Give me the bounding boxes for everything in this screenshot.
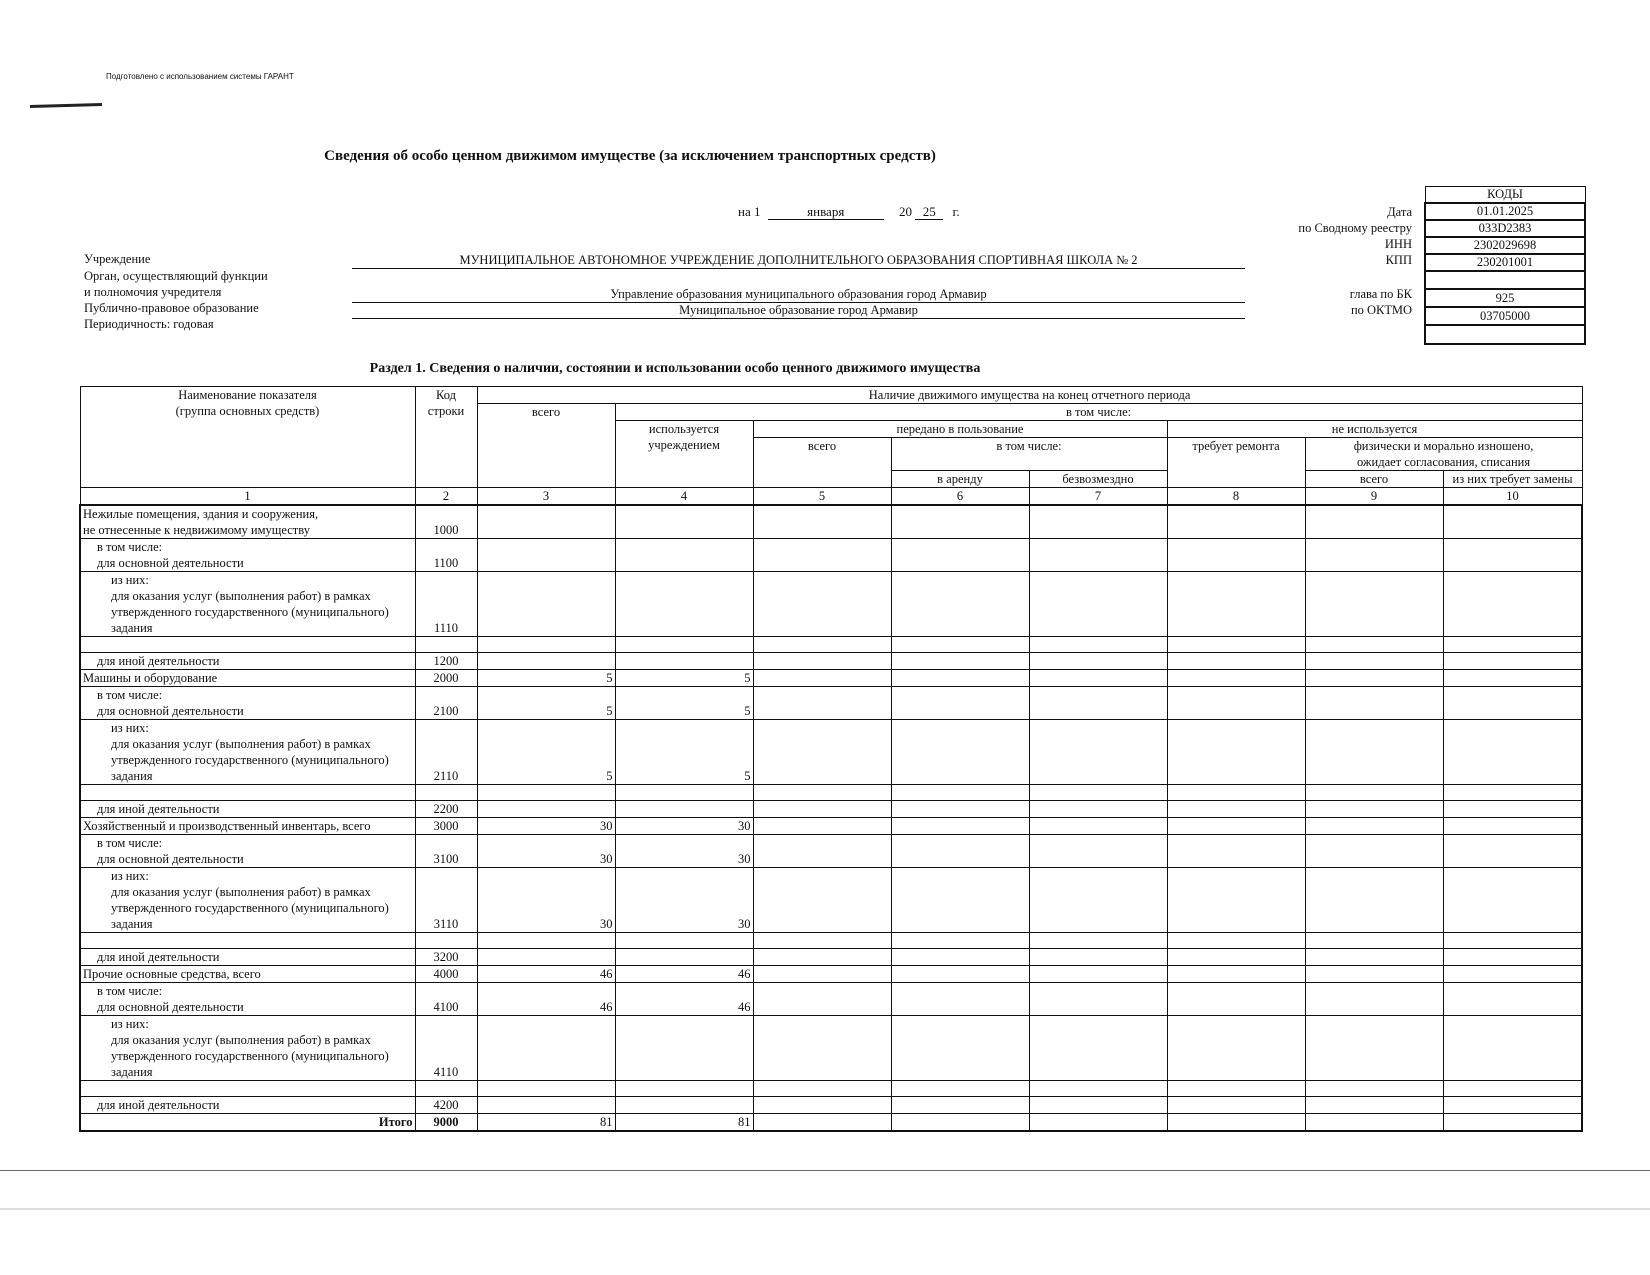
- table-row: [80, 983, 1582, 1016]
- row-empty-cell: [1029, 983, 1167, 1016]
- organ-label-1: Орган, осуществляющий функции: [84, 269, 268, 283]
- row-used: [615, 653, 753, 670]
- organ-value: Управление образования муниципального образования город Армавир: [352, 286, 1245, 303]
- total-code: 9000: [415, 1114, 477, 1132]
- row-empty-cell: [891, 572, 1029, 637]
- col-num: 3: [477, 488, 615, 506]
- row-empty-cell: [1029, 1081, 1167, 1097]
- row-total: 30: [477, 868, 615, 933]
- ppo-value: Муниципальное образование город Армавир: [352, 302, 1245, 319]
- row-name: Нежилые помещения, здания и сооружения, не отнесенные к недвижимому имуществу: [80, 505, 415, 539]
- row-empty-cell: [1305, 818, 1443, 835]
- row-empty-cell: [1167, 1016, 1305, 1081]
- uchr-label: Учреждение: [84, 252, 151, 266]
- row-empty-cell: [1029, 949, 1167, 966]
- row-empty-cell: [1305, 670, 1443, 687]
- row-empty-cell: [1029, 835, 1167, 868]
- row-empty-cell: [1305, 949, 1443, 966]
- row-empty-cell: [1305, 653, 1443, 670]
- row-empty-cell: [1305, 966, 1443, 983]
- row-code: [415, 1081, 477, 1097]
- row-empty-cell: [1443, 670, 1582, 687]
- row-empty-cell: [1443, 801, 1582, 818]
- ppo-label: Публично-правовое образование: [84, 301, 259, 315]
- row-empty-cell: [1167, 539, 1305, 572]
- row-empty-cell: [1305, 1016, 1443, 1081]
- code-kpp: 230201001: [1425, 254, 1585, 271]
- code-registry: 033D2383: [1425, 220, 1585, 237]
- row-total: [477, 653, 615, 670]
- col-num: 8: [1167, 488, 1305, 506]
- row-empty-cell: [1305, 687, 1443, 720]
- row-name: из них: для оказания услуг (выполнения работ) в рамках утвержденного государственного (муниципального) задания: [80, 720, 415, 785]
- row-empty-cell: [1305, 720, 1443, 785]
- row-empty-cell: [1167, 505, 1305, 539]
- row-used: 5: [615, 670, 753, 687]
- total-used: 81: [615, 1114, 753, 1132]
- table-row: [80, 1097, 1582, 1114]
- row-empty-cell: [891, 818, 1029, 835]
- row-total: [477, 1097, 615, 1114]
- row-empty-cell: [753, 785, 891, 801]
- table-row: [80, 949, 1582, 966]
- row-empty-cell: [1305, 637, 1443, 653]
- col-num: 6: [891, 488, 1029, 506]
- row-total: [477, 505, 615, 539]
- row-used: 5: [615, 687, 753, 720]
- row-name: из них: для оказания услуг (выполнения работ) в рамках утвержденного государственного (муниципального) задания: [80, 572, 415, 637]
- head-name: Наименование показателя (группа основных средств): [80, 387, 415, 488]
- head-transferred-incl: в том числе:: [891, 438, 1167, 471]
- total-empty-cell: [891, 1114, 1029, 1132]
- code-empty-2: [1425, 325, 1585, 344]
- section-title: Раздел 1. Сведения о наличии, состоянии и использовании особо ценного движимого имущества: [369, 361, 981, 376]
- row-code: 4110: [415, 1016, 477, 1081]
- row-empty-cell: [1443, 687, 1582, 720]
- row-code: 1100: [415, 539, 477, 572]
- table-row: [80, 505, 1582, 539]
- row-code: 2110: [415, 720, 477, 785]
- row-name: Машины и оборудование: [80, 670, 415, 687]
- row-code: [415, 637, 477, 653]
- row-total: 5: [477, 687, 615, 720]
- table-body: [80, 505, 1582, 1131]
- row-code: 3200: [415, 949, 477, 966]
- code-inn: 2302029698: [1425, 237, 1585, 254]
- head-numbers-row: [80, 488, 1582, 506]
- row-empty-cell: [1029, 801, 1167, 818]
- row-total: 30: [477, 818, 615, 835]
- row-empty-cell: [1305, 1097, 1443, 1114]
- row-total: [477, 801, 615, 818]
- row-empty-cell: [1305, 933, 1443, 949]
- total-empty-cell: [753, 1114, 891, 1132]
- row-code: 3110: [415, 868, 477, 933]
- row-empty-cell: [891, 966, 1029, 983]
- row-empty-cell: [1167, 933, 1305, 949]
- property-table: [79, 386, 1583, 1132]
- row-empty-cell: [753, 1081, 891, 1097]
- row-name: [80, 933, 415, 949]
- row-used: [615, 572, 753, 637]
- row-name: в том числе: для основной деятельности: [80, 687, 415, 720]
- row-empty-cell: [1443, 1016, 1582, 1081]
- head-worn-total: всего: [1305, 471, 1443, 488]
- row-empty-cell: [753, 539, 891, 572]
- row-empty-cell: [891, 785, 1029, 801]
- date-month: января: [768, 205, 884, 220]
- code-bk: 925: [1425, 289, 1585, 307]
- row-empty-cell: [1167, 637, 1305, 653]
- row-empty-cell: [891, 1097, 1029, 1114]
- row-code: 4000: [415, 966, 477, 983]
- row-empty-cell: [1167, 687, 1305, 720]
- table-row: [80, 687, 1582, 720]
- row-empty-cell: [1029, 720, 1167, 785]
- row-empty-cell: [1167, 720, 1305, 785]
- table-row: [80, 818, 1582, 835]
- col-num: 4: [615, 488, 753, 506]
- row-empty-cell: [891, 1081, 1029, 1097]
- row-empty-cell: [1443, 966, 1582, 983]
- row-empty-cell: [1443, 835, 1582, 868]
- row-empty-cell: [753, 670, 891, 687]
- total-label: Итого: [80, 1114, 415, 1132]
- row-empty-cell: [1443, 1097, 1582, 1114]
- row-empty-cell: [1443, 572, 1582, 637]
- code-label-oktmo: по ОКТМО: [1350, 303, 1412, 317]
- row-empty-cell: [1029, 966, 1167, 983]
- row-empty-cell: [891, 505, 1029, 539]
- row-empty-cell: [1029, 687, 1167, 720]
- row-total: [477, 933, 615, 949]
- row-empty-cell: [1029, 653, 1167, 670]
- row-total: [477, 1016, 615, 1081]
- row-empty-cell: [1029, 785, 1167, 801]
- table-row: [80, 653, 1582, 670]
- row-used: [615, 785, 753, 801]
- row-code: [415, 933, 477, 949]
- page-title: Сведения об особо ценном движимом имуществе (за исключением транспортных средств): [324, 148, 936, 164]
- code-oktmo: 03705000: [1425, 307, 1585, 325]
- row-empty-cell: [1167, 818, 1305, 835]
- row-code: 2000: [415, 670, 477, 687]
- head-code: Код строки: [415, 387, 477, 488]
- uchr-value: МУНИЦИПАЛЬНОЕ АВТОНОМНОЕ УЧРЕЖДЕНИЕ ДОПОЛНИТЕЛЬНОГО ОБРАЗОВАНИЯ СПОРТИВНАЯ ШКОЛА № 2: [352, 252, 1245, 269]
- table-row: [80, 572, 1582, 637]
- pen-mark: [30, 103, 102, 108]
- row-name: в том числе: для основной деятельности: [80, 983, 415, 1016]
- row-empty-cell: [753, 801, 891, 818]
- row-name: [80, 785, 415, 801]
- row-empty-cell: [753, 983, 891, 1016]
- row-total: 46: [477, 983, 615, 1016]
- row-empty-cell: [1029, 572, 1167, 637]
- row-empty-cell: [753, 868, 891, 933]
- head-worn-replace: из них требует замены: [1443, 471, 1582, 488]
- row-empty-cell: [1029, 670, 1167, 687]
- row-empty-cell: [1029, 868, 1167, 933]
- row-total: [477, 1081, 615, 1097]
- row-empty-cell: [1167, 1097, 1305, 1114]
- row-total: 30: [477, 835, 615, 868]
- row-empty-cell: [1443, 720, 1582, 785]
- table-row: [80, 868, 1582, 933]
- row-empty-cell: [891, 868, 1029, 933]
- row-empty-cell: [1167, 835, 1305, 868]
- row-empty-cell: [1305, 1081, 1443, 1097]
- codes-table: [1424, 186, 1586, 345]
- code-label-bk: глава по БК: [1349, 287, 1412, 301]
- row-empty-cell: [1305, 539, 1443, 572]
- col-num: 2: [415, 488, 477, 506]
- row-name: для иной деятельности: [80, 949, 415, 966]
- row-empty-cell: [1443, 933, 1582, 949]
- total-value: 81: [477, 1114, 615, 1132]
- row-empty-cell: [1443, 1081, 1582, 1097]
- row-used: [615, 637, 753, 653]
- row-empty-cell: [1443, 539, 1582, 572]
- total-empty-cell: [1443, 1114, 1582, 1132]
- row-empty-cell: [1029, 637, 1167, 653]
- total-empty-cell: [1167, 1114, 1305, 1132]
- row-empty-cell: [753, 835, 891, 868]
- row-name: [80, 637, 415, 653]
- row-empty-cell: [1443, 637, 1582, 653]
- row-total: [477, 637, 615, 653]
- date-suffix: г.: [952, 204, 960, 219]
- organ-label-2: и полномочия учредителя: [84, 285, 222, 299]
- row-used: 30: [615, 818, 753, 835]
- row-empty-cell: [891, 687, 1029, 720]
- garant-note: Подготовлено с использованием системы ГАРАНТ: [106, 72, 294, 81]
- row-used: [615, 505, 753, 539]
- scan-edge-2: [0, 1208, 1650, 1210]
- table-row: [80, 1081, 1582, 1097]
- table-row: [80, 720, 1582, 785]
- row-used: [615, 1016, 753, 1081]
- row-empty-cell: [891, 637, 1029, 653]
- code-empty-1: [1425, 271, 1585, 289]
- row-empty-cell: [753, 720, 891, 785]
- row-empty-cell: [753, 653, 891, 670]
- row-empty-cell: [1167, 801, 1305, 818]
- row-empty-cell: [1443, 505, 1582, 539]
- head-not-used: не используется: [1167, 421, 1582, 438]
- row-empty-cell: [753, 1097, 891, 1114]
- row-name: в том числе: для основной деятельности: [80, 835, 415, 868]
- row-empty-cell: [1167, 653, 1305, 670]
- row-total: [477, 949, 615, 966]
- row-name: для иной деятельности: [80, 1097, 415, 1114]
- period-label: Периодичность: годовая: [84, 317, 214, 331]
- row-empty-cell: [1167, 949, 1305, 966]
- table-row: [80, 966, 1582, 983]
- row-empty-cell: [1305, 983, 1443, 1016]
- row-empty-cell: [891, 835, 1029, 868]
- row-code: 1200: [415, 653, 477, 670]
- row-used: 46: [615, 983, 753, 1016]
- row-total: [477, 539, 615, 572]
- row-empty-cell: [1167, 966, 1305, 983]
- row-name: Хозяйственный и производственный инвентарь, всего: [80, 818, 415, 835]
- row-code: 3100: [415, 835, 477, 868]
- row-total: 5: [477, 670, 615, 687]
- col-num: 9: [1305, 488, 1443, 506]
- row-empty-cell: [1305, 801, 1443, 818]
- row-empty-cell: [1167, 785, 1305, 801]
- row-name: Прочие основные средства, всего: [80, 966, 415, 983]
- row-empty-cell: [1029, 1097, 1167, 1114]
- row-empty-cell: [891, 1016, 1029, 1081]
- row-empty-cell: [1167, 1081, 1305, 1097]
- table-row: [80, 637, 1582, 653]
- row-used: 46: [615, 966, 753, 983]
- row-used: 30: [615, 835, 753, 868]
- row-empty-cell: [753, 572, 891, 637]
- row-empty-cell: [1029, 818, 1167, 835]
- row-empty-cell: [753, 1016, 891, 1081]
- row-empty-cell: [753, 933, 891, 949]
- row-total: 46: [477, 966, 615, 983]
- table-row: [80, 835, 1582, 868]
- row-empty-cell: [1167, 983, 1305, 1016]
- code-label-kpp: КПП: [1385, 253, 1412, 267]
- table-row: [80, 785, 1582, 801]
- row-empty-cell: [1443, 949, 1582, 966]
- head-availability: Наличие движимого имущества на конец отчетного периода: [477, 387, 1582, 404]
- row-total: [477, 572, 615, 637]
- row-empty-cell: [1305, 505, 1443, 539]
- code-label-registry: по Сводному реестру: [1298, 221, 1412, 235]
- row-empty-cell: [891, 983, 1029, 1016]
- row-code: 1000: [415, 505, 477, 539]
- row-empty-cell: [753, 966, 891, 983]
- row-code: 2100: [415, 687, 477, 720]
- row-empty-cell: [1305, 785, 1443, 801]
- table-row: [80, 1016, 1582, 1081]
- row-empty-cell: [1167, 670, 1305, 687]
- head-free: безвозмездно: [1029, 471, 1167, 488]
- row-name: из них: для оказания услуг (выполнения работ) в рамках утвержденного государственного (муниципального) задания: [80, 1016, 415, 1081]
- row-total: 5: [477, 720, 615, 785]
- col-num: 7: [1029, 488, 1167, 506]
- row-empty-cell: [1167, 868, 1305, 933]
- row-name: в том числе: для основной деятельности: [80, 539, 415, 572]
- row-empty-cell: [891, 720, 1029, 785]
- col-num: 1: [80, 488, 415, 506]
- row-used: [615, 801, 753, 818]
- row-empty-cell: [1029, 933, 1167, 949]
- head-transferred-total: всего: [753, 438, 891, 488]
- date-prefix: на 1: [738, 204, 761, 219]
- row-empty-cell: [1443, 983, 1582, 1016]
- report-date: [738, 204, 960, 220]
- row-empty-cell: [1443, 818, 1582, 835]
- head-including: в том числе:: [615, 404, 1582, 421]
- row-empty-cell: [891, 653, 1029, 670]
- row-empty-cell: [753, 637, 891, 653]
- row-name: из них: для оказания услуг (выполнения работ) в рамках утвержденного государственного (муниципального) задания: [80, 868, 415, 933]
- row-empty-cell: [1443, 785, 1582, 801]
- table-row: [80, 539, 1582, 572]
- row-empty-cell: [891, 933, 1029, 949]
- row-used: [615, 933, 753, 949]
- table-row: [80, 933, 1582, 949]
- head-repair: требует ремонта: [1167, 438, 1305, 488]
- code-label-date: Дата: [1387, 205, 1412, 219]
- row-empty-cell: [753, 949, 891, 966]
- head-total: всего: [477, 404, 615, 488]
- col-num: 5: [753, 488, 891, 506]
- row-empty-cell: [1305, 835, 1443, 868]
- row-used: 30: [615, 868, 753, 933]
- row-empty-cell: [1305, 868, 1443, 933]
- total-empty-cell: [1305, 1114, 1443, 1132]
- date-year: 25: [915, 205, 943, 220]
- total-empty-cell: [1029, 1114, 1167, 1132]
- row-empty-cell: [891, 670, 1029, 687]
- head-transferred: передано в пользование: [753, 421, 1167, 438]
- row-empty-cell: [1167, 572, 1305, 637]
- row-empty-cell: [891, 801, 1029, 818]
- row-code: 2200: [415, 801, 477, 818]
- row-name: для иной деятельности: [80, 653, 415, 670]
- row-empty-cell: [753, 818, 891, 835]
- table-row: [80, 801, 1582, 818]
- row-empty-cell: [1443, 868, 1582, 933]
- row-empty-cell: [891, 949, 1029, 966]
- row-empty-cell: [753, 687, 891, 720]
- row-empty-cell: [1029, 505, 1167, 539]
- row-used: [615, 1081, 753, 1097]
- code-label-inn: ИНН: [1384, 237, 1412, 251]
- code-date: 01.01.2025: [1425, 203, 1585, 220]
- head-used: используется учреждением: [615, 421, 753, 488]
- row-empty-cell: [753, 505, 891, 539]
- row-used: 5: [615, 720, 753, 785]
- date-year-prefix: 20: [898, 204, 912, 219]
- row-empty-cell: [1029, 1016, 1167, 1081]
- total-row: [80, 1114, 1582, 1132]
- row-code: [415, 785, 477, 801]
- row-used: [615, 949, 753, 966]
- row-empty-cell: [1443, 653, 1582, 670]
- row-empty-cell: [1029, 539, 1167, 572]
- head-worn: физически и морально изношено, ожидает согласования, списания: [1305, 438, 1582, 471]
- scan-edge: [0, 1170, 1650, 1171]
- row-code: 4100: [415, 983, 477, 1016]
- row-used: [615, 539, 753, 572]
- row-empty-cell: [1305, 572, 1443, 637]
- row-empty-cell: [891, 539, 1029, 572]
- row-code: 3000: [415, 818, 477, 835]
- table-row: [80, 670, 1582, 687]
- head-rent: в аренду: [891, 471, 1029, 488]
- row-code: 4200: [415, 1097, 477, 1114]
- row-name: для иной деятельности: [80, 801, 415, 818]
- col-num: 10: [1443, 488, 1582, 506]
- row-used: [615, 1097, 753, 1114]
- row-code: 1110: [415, 572, 477, 637]
- row-total: [477, 785, 615, 801]
- codes-header: КОДЫ: [1425, 187, 1585, 204]
- row-name: [80, 1081, 415, 1097]
